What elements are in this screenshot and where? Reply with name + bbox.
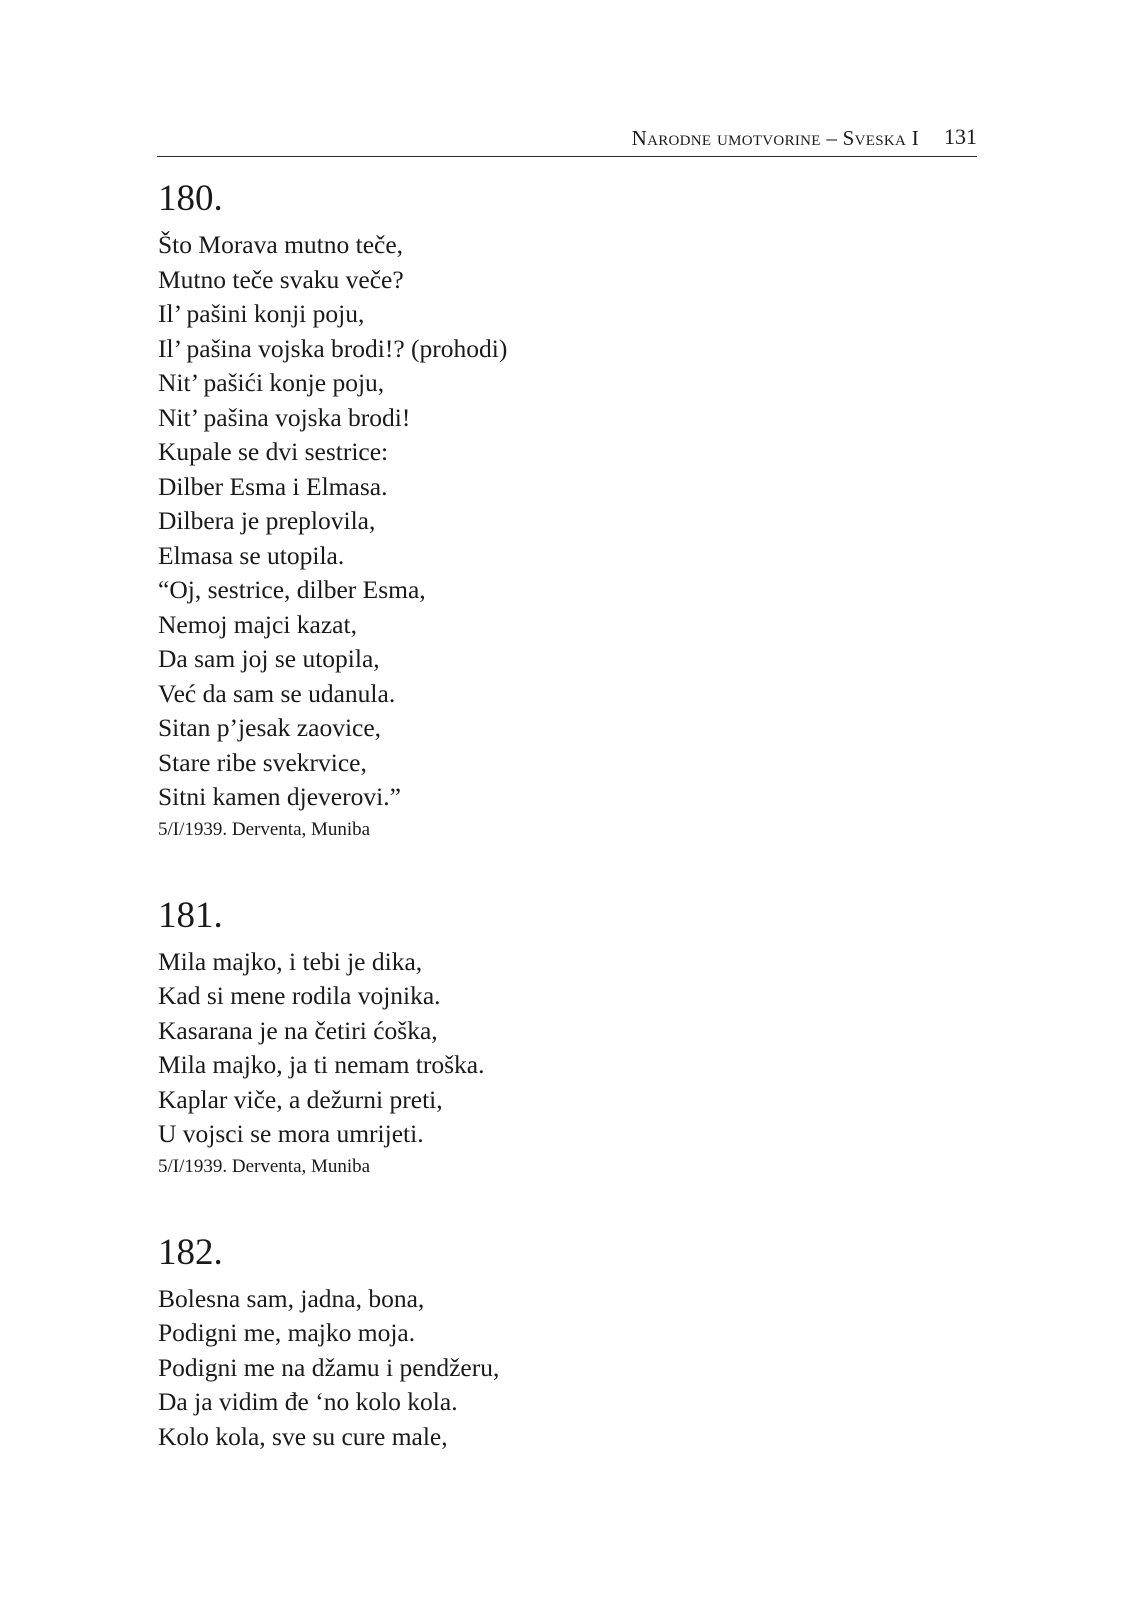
verse-list: [158, 228, 858, 815]
verse-line: Podigni me na džamu i pendžeru,: [158, 1352, 500, 1382]
poem-180: [158, 176, 858, 843]
poem-182: [158, 1230, 858, 1455]
verse-line: Nit’ pašina vojska brodi!: [158, 402, 411, 432]
verse-line: Stare ribe svekrvice,: [158, 747, 367, 777]
verse-line: Da sam joj se utopila,: [158, 644, 380, 673]
verse-line: Kasarana je na četiri ćoška,: [158, 1015, 438, 1045]
verse-line: Mutno teče svaku veče?: [158, 264, 404, 294]
verse-line: Da ja vidim đe ‘no kolo kola.: [158, 1387, 458, 1416]
verse-line: Već da sam se udanula.: [158, 678, 396, 708]
source-note: 5/I/1939. Derventa, Muniba: [158, 818, 371, 840]
verse-line: Nemoj majci kazat,: [158, 609, 357, 639]
verse-line: Sitan p’jesak zaovice,: [158, 713, 382, 742]
verse-line: Mila majko, i tebi je dika,: [158, 946, 423, 976]
poem-number: 180.: [158, 178, 223, 219]
verse-line: Dilber Esma i Elmasa.: [158, 471, 388, 501]
verse-line: Što Morava mutno teče,: [158, 230, 404, 259]
verse-list: [158, 945, 858, 1152]
verse-line: Kolo kola, sve su cure male,: [158, 1421, 448, 1451]
verse-line: “Oj, sestrice, dilber Esma,: [158, 575, 426, 604]
poem-181: [158, 893, 858, 1180]
verse-line: Kad si mene rodila vojnika.: [158, 981, 441, 1010]
verse-line: Il’ pašina vojska brodi!? (prohodi): [158, 333, 508, 363]
source-note: 5/I/1939. Derventa, Muniba: [158, 1155, 371, 1177]
verse-list: [158, 1282, 858, 1455]
page-body: [158, 176, 858, 1454]
verse-line: U vojsci se mora umrijeti.: [158, 1119, 424, 1148]
verse-line: Dilbera je preplovila,: [158, 506, 376, 535]
page-number: 131: [944, 124, 977, 149]
verse-line: Kupale se dvi sestrice:: [158, 437, 389, 466]
verse-line: Elmasa se utopila.: [158, 540, 345, 570]
running-header: [157, 120, 977, 157]
poem-number: 181.: [158, 894, 223, 936]
verse-line: Podigni me, majko moja.: [158, 1318, 416, 1347]
verse-line: Bolesna sam, jadna, bona,: [158, 1283, 425, 1313]
verse-line: Il’ pašini konji poju,: [158, 299, 365, 328]
poem-number: 182.: [158, 1231, 223, 1273]
verse-line: Sitni kamen djeverovi.”: [158, 782, 401, 811]
verse-line: Nit’ pašići konje poju,: [158, 368, 385, 397]
book-title: Narodne umotvorine – Sveska I: [631, 126, 919, 150]
verse-line: Kaplar viče, a dežurni preti,: [158, 1084, 443, 1114]
verse-line: Mila majko, ja ti nemam troška.: [158, 1050, 485, 1079]
